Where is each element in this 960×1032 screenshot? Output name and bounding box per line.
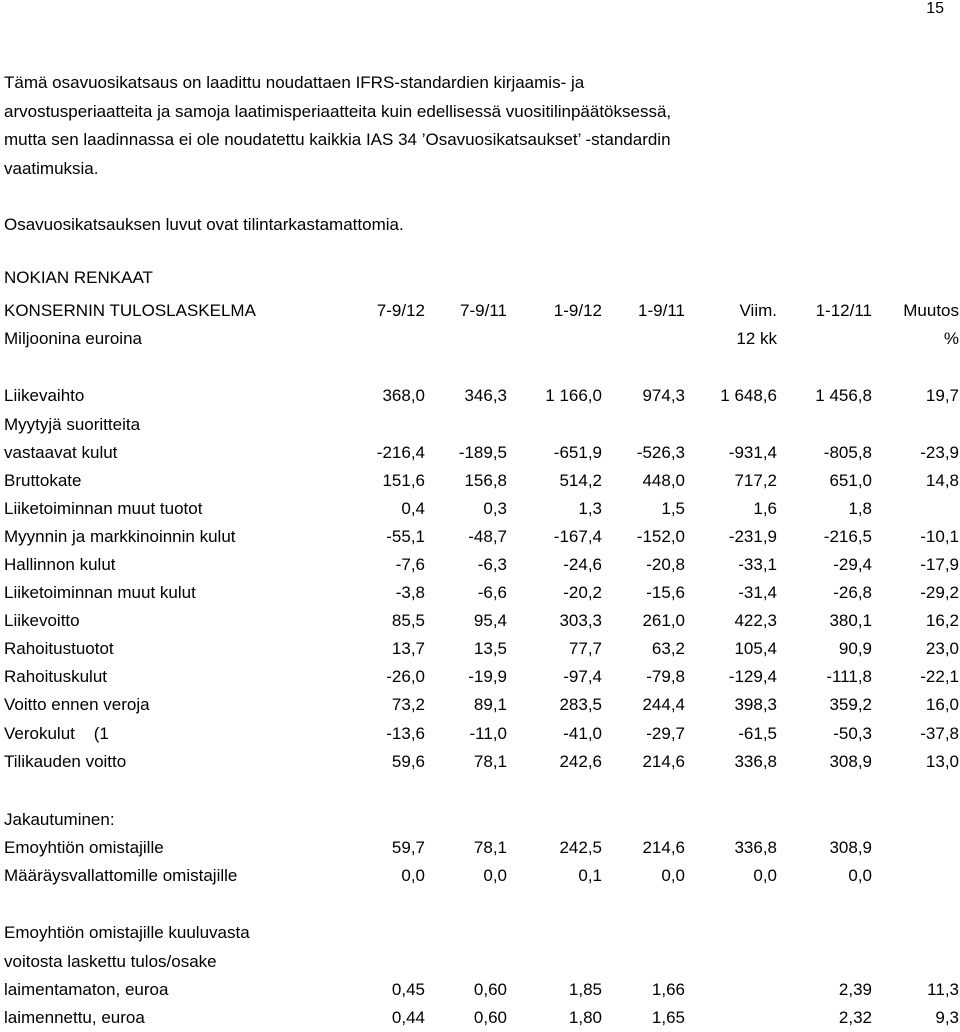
cell-value: -20,2: [563, 583, 602, 602]
cell-value: 1 166,0: [545, 386, 602, 405]
cell-value: 105,4: [734, 639, 777, 658]
eps-title: Emoyhtiön omistajille kuuluvasta: [4, 923, 250, 942]
cell-value: -10,1: [920, 527, 959, 546]
unaudited-note: Osavuosikatsauksen luvut ovat tilintarkastamattomia.: [4, 215, 404, 234]
cell-value: 214,6: [642, 752, 685, 771]
cell-value: 448,0: [642, 471, 685, 490]
cell-value: 0,0: [483, 866, 507, 885]
row-label: Liiketoiminnan muut tuotot: [4, 499, 203, 518]
cell-value: 0,1: [578, 866, 602, 885]
cell-value: 59,6: [391, 752, 425, 771]
cell-value: 368,0: [382, 386, 425, 405]
cell-value: 0,0: [401, 866, 425, 885]
cell-value: -22,1: [920, 667, 959, 686]
cell-value: 0,60: [473, 980, 507, 999]
table-row: [0, 579, 960, 607]
cell-value: -13,6: [386, 724, 425, 743]
row-label: Tilikauden voitto: [4, 752, 127, 771]
cell-value: 14,8: [925, 471, 959, 490]
row-label: Myynnin ja markkinoinnin kulut: [4, 527, 236, 546]
table-row: [0, 467, 960, 495]
table-row: [0, 862, 960, 890]
cell-value: 1 456,8: [815, 386, 872, 405]
cell-value: 359,2: [829, 695, 872, 714]
cell-value: -189,5: [458, 443, 507, 462]
eps-title-row: [0, 948, 960, 976]
cell-value: 1,65: [651, 1008, 685, 1027]
table-row: [0, 976, 960, 1004]
cell-value: -50,3: [833, 724, 872, 743]
cell-value: 308,9: [829, 752, 872, 771]
cell-value: 2,39: [838, 980, 872, 999]
column-header-row: [0, 297, 960, 325]
cell-value: -33,1: [738, 555, 777, 574]
cell-value: 11,3: [927, 980, 959, 999]
cell-value: 90,9: [838, 639, 872, 658]
cell-value: 261,0: [642, 611, 685, 630]
table-row: [0, 663, 960, 691]
cell-value: 59,7: [391, 838, 425, 857]
row-label: Rahoitustuotot: [4, 639, 114, 658]
distribution-title-row: [0, 806, 960, 834]
cell-value: 89,1: [473, 695, 507, 714]
cell-value: 398,3: [734, 695, 777, 714]
cell-value: 0,3: [483, 499, 507, 518]
cell-value: 95,4: [473, 611, 507, 630]
row-label: Voitto ennen veroja: [4, 695, 150, 714]
row-label: laimentamaton, euroa: [4, 980, 169, 999]
row-label: Verokulut (1: [4, 724, 109, 743]
cell-value: -152,0: [636, 527, 685, 546]
cell-value: 308,9: [829, 838, 872, 857]
cell-value: 13,7: [391, 639, 425, 658]
cell-value: 346,3: [464, 386, 507, 405]
cell-value: 244,4: [642, 695, 685, 714]
cell-value: -3,8: [395, 583, 425, 602]
column-header: 1-12/11: [815, 301, 872, 320]
page-number: 15: [926, 0, 944, 17]
row-label: laimennettu, euroa: [4, 1008, 145, 1027]
cell-value: -805,8: [823, 443, 872, 462]
cell-value: 242,5: [559, 838, 602, 857]
cell-value: 717,2: [734, 471, 777, 490]
intro-line: mutta sen laadinnassa ei ole noudatettu kaikkia IAS 34 ’Osavuosikatsaukset’ -standardin: [4, 130, 671, 149]
cell-value: -651,9: [553, 443, 602, 462]
row-label: Emoyhtiön omistajille: [4, 838, 164, 857]
cell-value: 1,66: [651, 980, 685, 999]
cell-value: 0,45: [391, 980, 425, 999]
cell-value: 1,8: [848, 499, 872, 518]
cell-value: 13,5: [473, 639, 507, 658]
cell-value: -26,8: [833, 583, 872, 602]
cell-value: 303,3: [559, 611, 602, 630]
column-header: Viim.: [739, 301, 777, 320]
table-row: [0, 523, 960, 551]
cell-value: 151,6: [382, 471, 425, 490]
table-row: [0, 691, 960, 719]
intro-line: vaatimuksia.: [4, 158, 99, 178]
intro-paragraph: [4, 69, 954, 183]
cell-value: -19,9: [468, 667, 507, 686]
cell-value: 974,3: [642, 386, 685, 405]
row-label: vastaavat kulut: [4, 443, 118, 462]
cell-value: -61,5: [738, 724, 777, 743]
cell-value: 9,3: [935, 1008, 959, 1027]
cell-value: 156,8: [464, 471, 507, 490]
table-row: [0, 495, 960, 523]
cell-value: 380,1: [829, 611, 872, 630]
cell-value: -231,9: [728, 527, 777, 546]
cell-value: -48,7: [468, 527, 507, 546]
cell-value: -26,0: [386, 667, 425, 686]
cell-value: -216,4: [376, 443, 425, 462]
cell-value: 78,1: [473, 752, 507, 771]
cell-value: 514,2: [559, 471, 602, 490]
cell-value: -15,6: [646, 583, 685, 602]
cell-value: 23,0: [925, 639, 959, 658]
cell-value: -23,9: [920, 443, 959, 462]
unit-label: Miljoonina euroina: [4, 329, 142, 348]
cell-value: -31,4: [738, 583, 777, 602]
cell-value: 16,0: [925, 695, 959, 714]
cell-value: 1,80: [568, 1008, 602, 1027]
distribution-title: Jakautuminen:: [4, 810, 115, 829]
cell-value: -79,8: [646, 667, 685, 686]
cell-value: 1,85: [568, 980, 602, 999]
cell-value: 77,7: [568, 639, 602, 658]
row-label: Bruttokate: [4, 471, 82, 490]
cell-value: 422,3: [734, 611, 777, 630]
eps-title-row: [0, 919, 960, 947]
table-row: [0, 382, 960, 410]
column-header: Muutos: [903, 301, 959, 320]
table-row: [0, 720, 960, 748]
cell-value: -20,8: [646, 555, 685, 574]
column-header: 1-9/12: [553, 301, 602, 320]
row-label: Hallinnon kulut: [4, 555, 116, 574]
intro-line: arvostusperiaatteita ja samoja laatimisperiaatteita kuin edellisessä vuositilinpäätöksessä,: [4, 101, 672, 121]
cell-value: 0,44: [391, 1008, 425, 1027]
cell-value: 73,2: [391, 695, 425, 714]
column-header: 7-9/11: [460, 301, 507, 320]
company-name: NOKIAN RENKAAT: [4, 268, 153, 287]
cell-value: -29,2: [920, 583, 959, 602]
cell-value: -97,4: [563, 667, 602, 686]
cell-value: 16,2: [925, 611, 959, 630]
table-row: [0, 635, 960, 663]
cell-value: 78,1: [473, 838, 507, 857]
cell-value: 63,2: [651, 639, 685, 658]
cell-value: -29,7: [646, 724, 685, 743]
cell-value: 1,5: [661, 499, 685, 518]
column-header: 7-9/12: [376, 301, 425, 320]
cell-value: 85,5: [391, 611, 425, 630]
table-row: [0, 1004, 960, 1032]
cell-value: -111,8: [826, 667, 872, 686]
column-header: 1-9/11: [638, 301, 685, 320]
cell-value: 283,5: [559, 695, 602, 714]
column-subheader: 12 kk: [736, 329, 777, 348]
row-label: Rahoituskulut: [4, 667, 108, 686]
cell-value: -129,4: [728, 667, 777, 686]
cell-value: -167,4: [553, 527, 602, 546]
cell-value: -6,6: [477, 583, 507, 602]
cell-value: 13,0: [925, 752, 959, 771]
cell-value: -55,1: [386, 527, 425, 546]
cell-value: 0,0: [661, 866, 685, 885]
statement-title: KONSERNIN TULOSLASKELMA: [4, 301, 256, 320]
row-label: Määräysvallattomille omistajille: [4, 866, 238, 885]
row-label: Liikevaihto: [4, 386, 85, 405]
cell-value: 0,0: [753, 866, 777, 885]
cell-value: -41,0: [563, 724, 602, 743]
row-label: Liiketoiminnan muut kulut: [4, 583, 196, 602]
table-row: [0, 748, 960, 776]
table-row: [0, 607, 960, 635]
cell-value: -37,8: [920, 724, 959, 743]
intro-line: Tämä osavuosikatsaus on laadittu noudattaen IFRS-standardien kirjaamis- ja: [4, 73, 585, 92]
cell-value: 1 648,6: [720, 386, 777, 405]
row-label: Myytyjä suoritteita: [4, 415, 141, 434]
cell-value: -24,6: [563, 555, 602, 574]
table-row: [0, 439, 960, 467]
cell-value: -11,0: [469, 724, 507, 743]
table-row: [0, 411, 960, 439]
cell-value: -931,4: [728, 443, 777, 462]
cell-value: 0,60: [473, 1008, 507, 1027]
cell-value: 0,4: [401, 499, 425, 518]
cell-value: 2,32: [838, 1008, 872, 1027]
table-row: [0, 834, 960, 862]
cell-value: 651,0: [829, 471, 872, 490]
cell-value: -6,3: [477, 555, 507, 574]
eps-title: voitosta laskettu tulos/osake: [4, 952, 217, 971]
cell-value: -7,6: [395, 555, 425, 574]
column-subheader: %: [943, 329, 959, 348]
row-label: Liikevoitto: [4, 611, 80, 630]
cell-value: -216,5: [823, 527, 872, 546]
cell-value: 19,7: [925, 386, 959, 405]
cell-value: 0,0: [848, 866, 872, 885]
cell-value: -29,4: [833, 555, 872, 574]
column-subheader-row: [0, 325, 960, 353]
cell-value: 336,8: [734, 752, 777, 771]
table-row: [0, 551, 960, 579]
cell-value: 336,8: [734, 838, 777, 857]
cell-value: 1,3: [578, 499, 602, 518]
cell-value: 214,6: [642, 838, 685, 857]
cell-value: -526,3: [636, 443, 685, 462]
cell-value: 242,6: [559, 752, 602, 771]
cell-value: 1,6: [753, 499, 777, 518]
cell-value: -17,9: [920, 555, 959, 574]
